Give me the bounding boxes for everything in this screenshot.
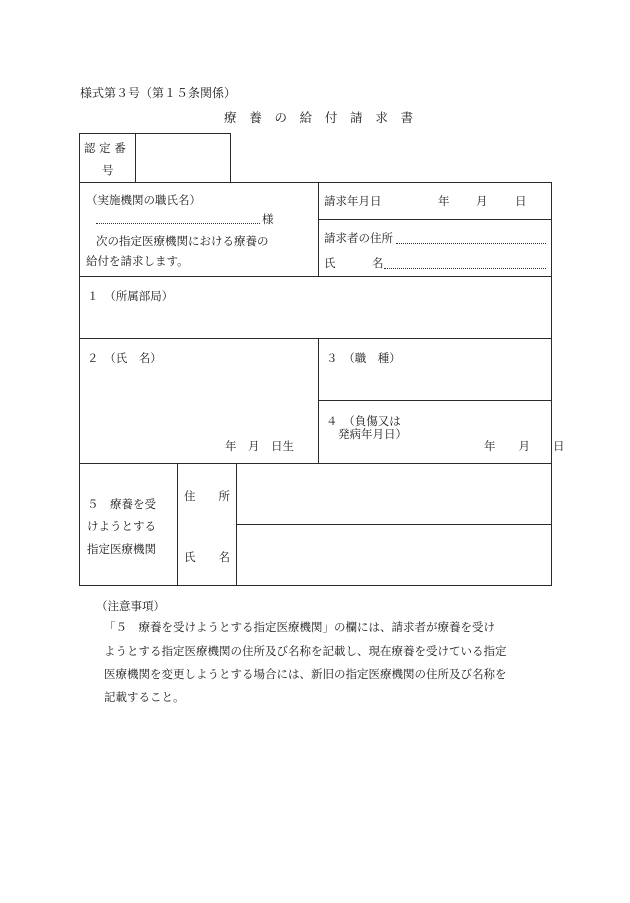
notes-line4: 記載すること。 [104, 690, 185, 704]
requester-name-field[interactable] [384, 268, 546, 269]
request-date-year: 年 [438, 194, 450, 208]
notes-heading: （注意事項） [96, 599, 165, 613]
section5-label-3: 指定医療機関 [87, 542, 156, 556]
section1-label: １ （所属部局） [87, 289, 174, 303]
requester-name-label-2: 名 [372, 256, 384, 270]
form-number: 様式第３号（第１５条関係） [80, 86, 237, 100]
form-title: 療 養 の 給 付 請 求 書 [224, 110, 418, 125]
request-body-line2: 給付を請求します。 [86, 254, 189, 268]
section5-name-label: 氏 名 [184, 550, 230, 564]
request-date-month: 月 [476, 194, 488, 208]
section3-label: ３ （職 種） [326, 351, 401, 365]
addressee-field[interactable] [96, 223, 260, 224]
cert-number-label: 認 定 番 [84, 141, 126, 155]
request-date-label: 請求年月日 [324, 194, 382, 208]
section1-field[interactable] [86, 308, 544, 332]
addressee-honorific: 様 [262, 212, 274, 226]
section4-date: 年 月 日 [484, 439, 565, 453]
cert-number-label-2: 号 [102, 163, 114, 177]
section2-dob: 年 月 日生 [225, 439, 294, 453]
section3-field[interactable] [324, 370, 546, 396]
notes-line1: 「５ 療養を受けようとする指定医療機関」の欄には、請求者が療養を受け [104, 620, 495, 634]
requester-name-label: 氏 [324, 256, 336, 270]
section2-label: ２ （氏 名） [87, 351, 162, 365]
requester-address-label: 請求者の住所 [324, 231, 393, 245]
request-date-day: 日 [515, 194, 527, 208]
section5-address-field[interactable] [242, 478, 546, 518]
section4-label: ４ （負傷又は [326, 414, 401, 428]
cert-number-field[interactable] [140, 150, 226, 168]
requester-address-field[interactable] [396, 243, 546, 244]
section5-label-2: けようとする [87, 519, 156, 533]
section5-address-label: 住 所 [184, 489, 230, 503]
section5-name-field[interactable] [242, 536, 546, 578]
section2-field[interactable] [86, 372, 312, 422]
notes-line2: ようとする指定医療機関の住所及び名称を記載し、現在療養を受けている指定 [104, 644, 507, 658]
section5-label-1: ５ 療養を受 [87, 497, 156, 511]
section4-label-2: 発病年月日） [338, 427, 407, 441]
addressee-label: （実施機関の職氏名） [86, 193, 201, 207]
request-body-line1: 次の指定医療機関における療養の [96, 234, 269, 248]
notes-line3: 医療機関を変更しようとする場合には、新旧の指定医療機関の住所及び名称を [104, 667, 507, 681]
